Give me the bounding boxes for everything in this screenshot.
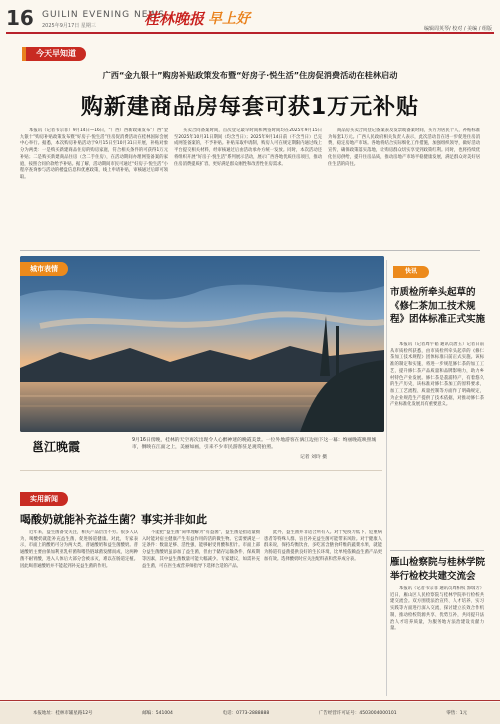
brief-headline-1: 市质检所牵头起草的《修仁茶加工技术规程》团体标准正式实施	[390, 287, 486, 325]
practical-news-tag: 实用新闻	[20, 492, 68, 506]
paper-english-name: GUILIN EVENING NEWS	[42, 10, 165, 20]
footer-postcode: 邮编：541004	[142, 711, 173, 716]
photo-title: 邕江晚霞	[32, 440, 81, 454]
practical-column-2	[142, 530, 260, 690]
section-logo: 早上好	[208, 11, 250, 27]
brief-divider	[390, 550, 484, 551]
column-divider	[386, 260, 387, 696]
header-rule	[6, 32, 494, 34]
paper-logo: 桂林晚报	[144, 10, 205, 28]
section-divider	[20, 250, 480, 251]
lead-column-1	[20, 128, 168, 246]
footer-rule	[0, 700, 500, 701]
footer-address: 本报地址：桂林市辅星路12号	[32, 711, 93, 716]
issue-date: 2025年9月17日 星期三	[42, 23, 96, 29]
editor-credits: 编辑周英琴/ 校对 / 美编 / 组版	[423, 26, 492, 32]
practical-paragraph-2: 不能把“益生菌”简单理解为“有益菌”，益生菌是指适量摄入时能对宿主健康产生有益作用的活的微生物。它需要满足一定条件：数量足够、活性强、能够耐受胃酸和胆汁。市面上部分益生菌酸奶虽添加了益生菌，但由于储存运输条件、保质期等因素，其中益生菌数量可能大幅减少。专家建议，如需补充益生菌，可在医生或营养师指导下选择合适的产品。	[142, 530, 260, 569]
lead-headline: 购新建商品房每套可获1万元补贴	[80, 95, 420, 120]
practical-column-3	[264, 530, 382, 690]
photo-divider	[20, 470, 382, 471]
lead-paragraph-3: 商品房买卖合同登记备案表及发票或备案时间，买方为居民个人，补贴标准为每套1万元。广西人民政府相关负责人表示，此次活动旨在进一步促进住房消费，稳定房地产市场。各地将结合实际细化工作措施，加强组织领导，做好活动宣传，确保政策落实落地，让购房群众切实享受到政策红利。同时，也将持续优化住房供给，提升住房品质，推动房地产市场平稳健康发展，满足群众对美好居住生活的向往。	[328, 128, 480, 167]
brief-body-2	[390, 586, 484, 692]
practical-paragraph-3: 此外，益生菌并非适合所有人。对于免疫力低下、危重病患者等特殊人群，盲目补充益生菌可能带来风险。对于健康人群来说，保持均衡饮食、多吃富含膳食纤维的蔬菜水果，就能为肠道有益菌提供良好的生长环境，比单纯依赖益生菌产品更加有效。选择酸奶时应关注配料表和营养成分表。	[264, 530, 382, 562]
lead-column-2	[174, 128, 322, 246]
footer	[0, 702, 500, 724]
sunset-photo	[20, 256, 384, 432]
brief-paragraph-2: 本报讯（记者韦宗菲 通讯员周柏权 郭瑞芳）近日，雁山区人民检察院与桂林学院举行检校共建交流会。双方围绕法治宣传、人才培养、实习实践等方面进行深入交流，探讨建立长效合作机制，推动检校资源共享、优势互补，共同提升法治人才培养质量，为服务地方法治建设贡献力量。	[390, 586, 484, 632]
lead-paragraph-1: 本报讯（记者韦宗菲）9月14日—16日，“广西广西新政策发布”广西“金九银十”购房补贴政策发布暨“好房子·悦生活”住房促消费活动在桂林国际会展中心举行。据悉，本次购房补贴活动于9月15日至10月31日开展，补贴对象分为两类：一是购买新建商品住房的购房家庭，符合相关条件的可获得1万元补贴；二是购买新建商品住房（含二手住房），在活动期间办理网签备案的家庭，按照合同价款给予补贴。据了解，活动期间市民可通过“好房子·悦生活”小程序查询参与活动的楼盘信息和优惠政策，线上申请补贴，审核通过后即可领取。	[20, 128, 168, 180]
practical-column-1	[20, 530, 138, 690]
kicker-tag: 今天早知道	[26, 47, 86, 61]
practical-paragraph-1: 近年来，益生菌备受关注，相关产品层出不穷。很多人认为，喝酸奶就能补充益生菌，促进肠道健康。对此，专家表示，市面上的酸奶可分为两大类，普通酸奶和益生菌酸奶。普通酸奶主要由保加利亚乳杆菌和嗜热链球菌发酵而成，这两种菌不耐胃酸，进入人体后大部分会被杀灭，难以在肠道定植。因此喝普通酸奶并不能起到补充益生菌的作用。	[20, 530, 138, 569]
footer-phone: 电话：0773-2888888	[222, 711, 270, 716]
practical-headline: 喝酸奶就能补充益生菌？事实并非如此	[20, 513, 207, 526]
lead-column-3	[328, 128, 480, 246]
photo-credit: 记者 刘玲 摄	[300, 455, 328, 460]
photo-section-tag: 城市表情	[20, 262, 68, 276]
lead-paragraph-2: 买卖合同备案时间，首次登记最早时间和网签时间均在2025年9月15日至2025年10月31日期间（均含当日）；2025年9月14日前（不含当日）已完成网签备案的，不予补贴。补贴采取申请制，购房人可在规定期限内通过线上平台提交相关材料，经审核通过后由活动承办方统一发放。同时，本次活动还将组织开展“好房子·悦生活”系列展示活动，展示广西各地优质住房项目，推动住房消费提质扩容，更好满足群众刚性和改善性住房需求。	[174, 128, 322, 167]
brief-paragraph-1: 本报讯（记者周宇韬 通讯员唐玉）记者日前从市质检所获悉，由市质检所牵头起草的《修仁茶加工技术规程》团体标准日前正式实施。该标准的制定和实施，将进一步规范修仁茶的加工工艺，提升修仁茶产品质量和品牌影响力，助力乡村特色产业发展。修仁茶是荔浦特产，有着悠久的生产历史，该标准对修仁茶加工的原料要求、加工工艺流程、质量控制等方面作了明确规定，为企业规范生产提供了技术依据，对推动修仁茶产业标准化发展具有重要意义。	[390, 342, 484, 408]
photo-caption: 9月16日傍晚，桂林的天空再次出现令人心醉神迷的晚霞美景。一位外地游客在漓江边拍下这一幕：绚丽晚霞映照城市，倒映在江面之上，美丽如画，引来不少市民游客驻足观赏拍照。	[132, 438, 377, 450]
footer-license: 广告经营许可证号：4503004000101	[318, 711, 397, 716]
footer-price: 零售：1元	[446, 711, 468, 716]
page-number: 16	[6, 6, 34, 30]
sunset-photo-image	[20, 256, 384, 432]
quick-news-tag: 快讯	[393, 266, 429, 278]
brief-body-1	[390, 342, 484, 544]
brief-headline-2: 雁山检察院与桂林学院举行检校共建交流会	[390, 557, 486, 582]
lead-subheadline: 广西“金九银十”购房补贴政策发布暨“好房子·悦生活”住房促消费活动在桂林启动	[102, 70, 398, 80]
